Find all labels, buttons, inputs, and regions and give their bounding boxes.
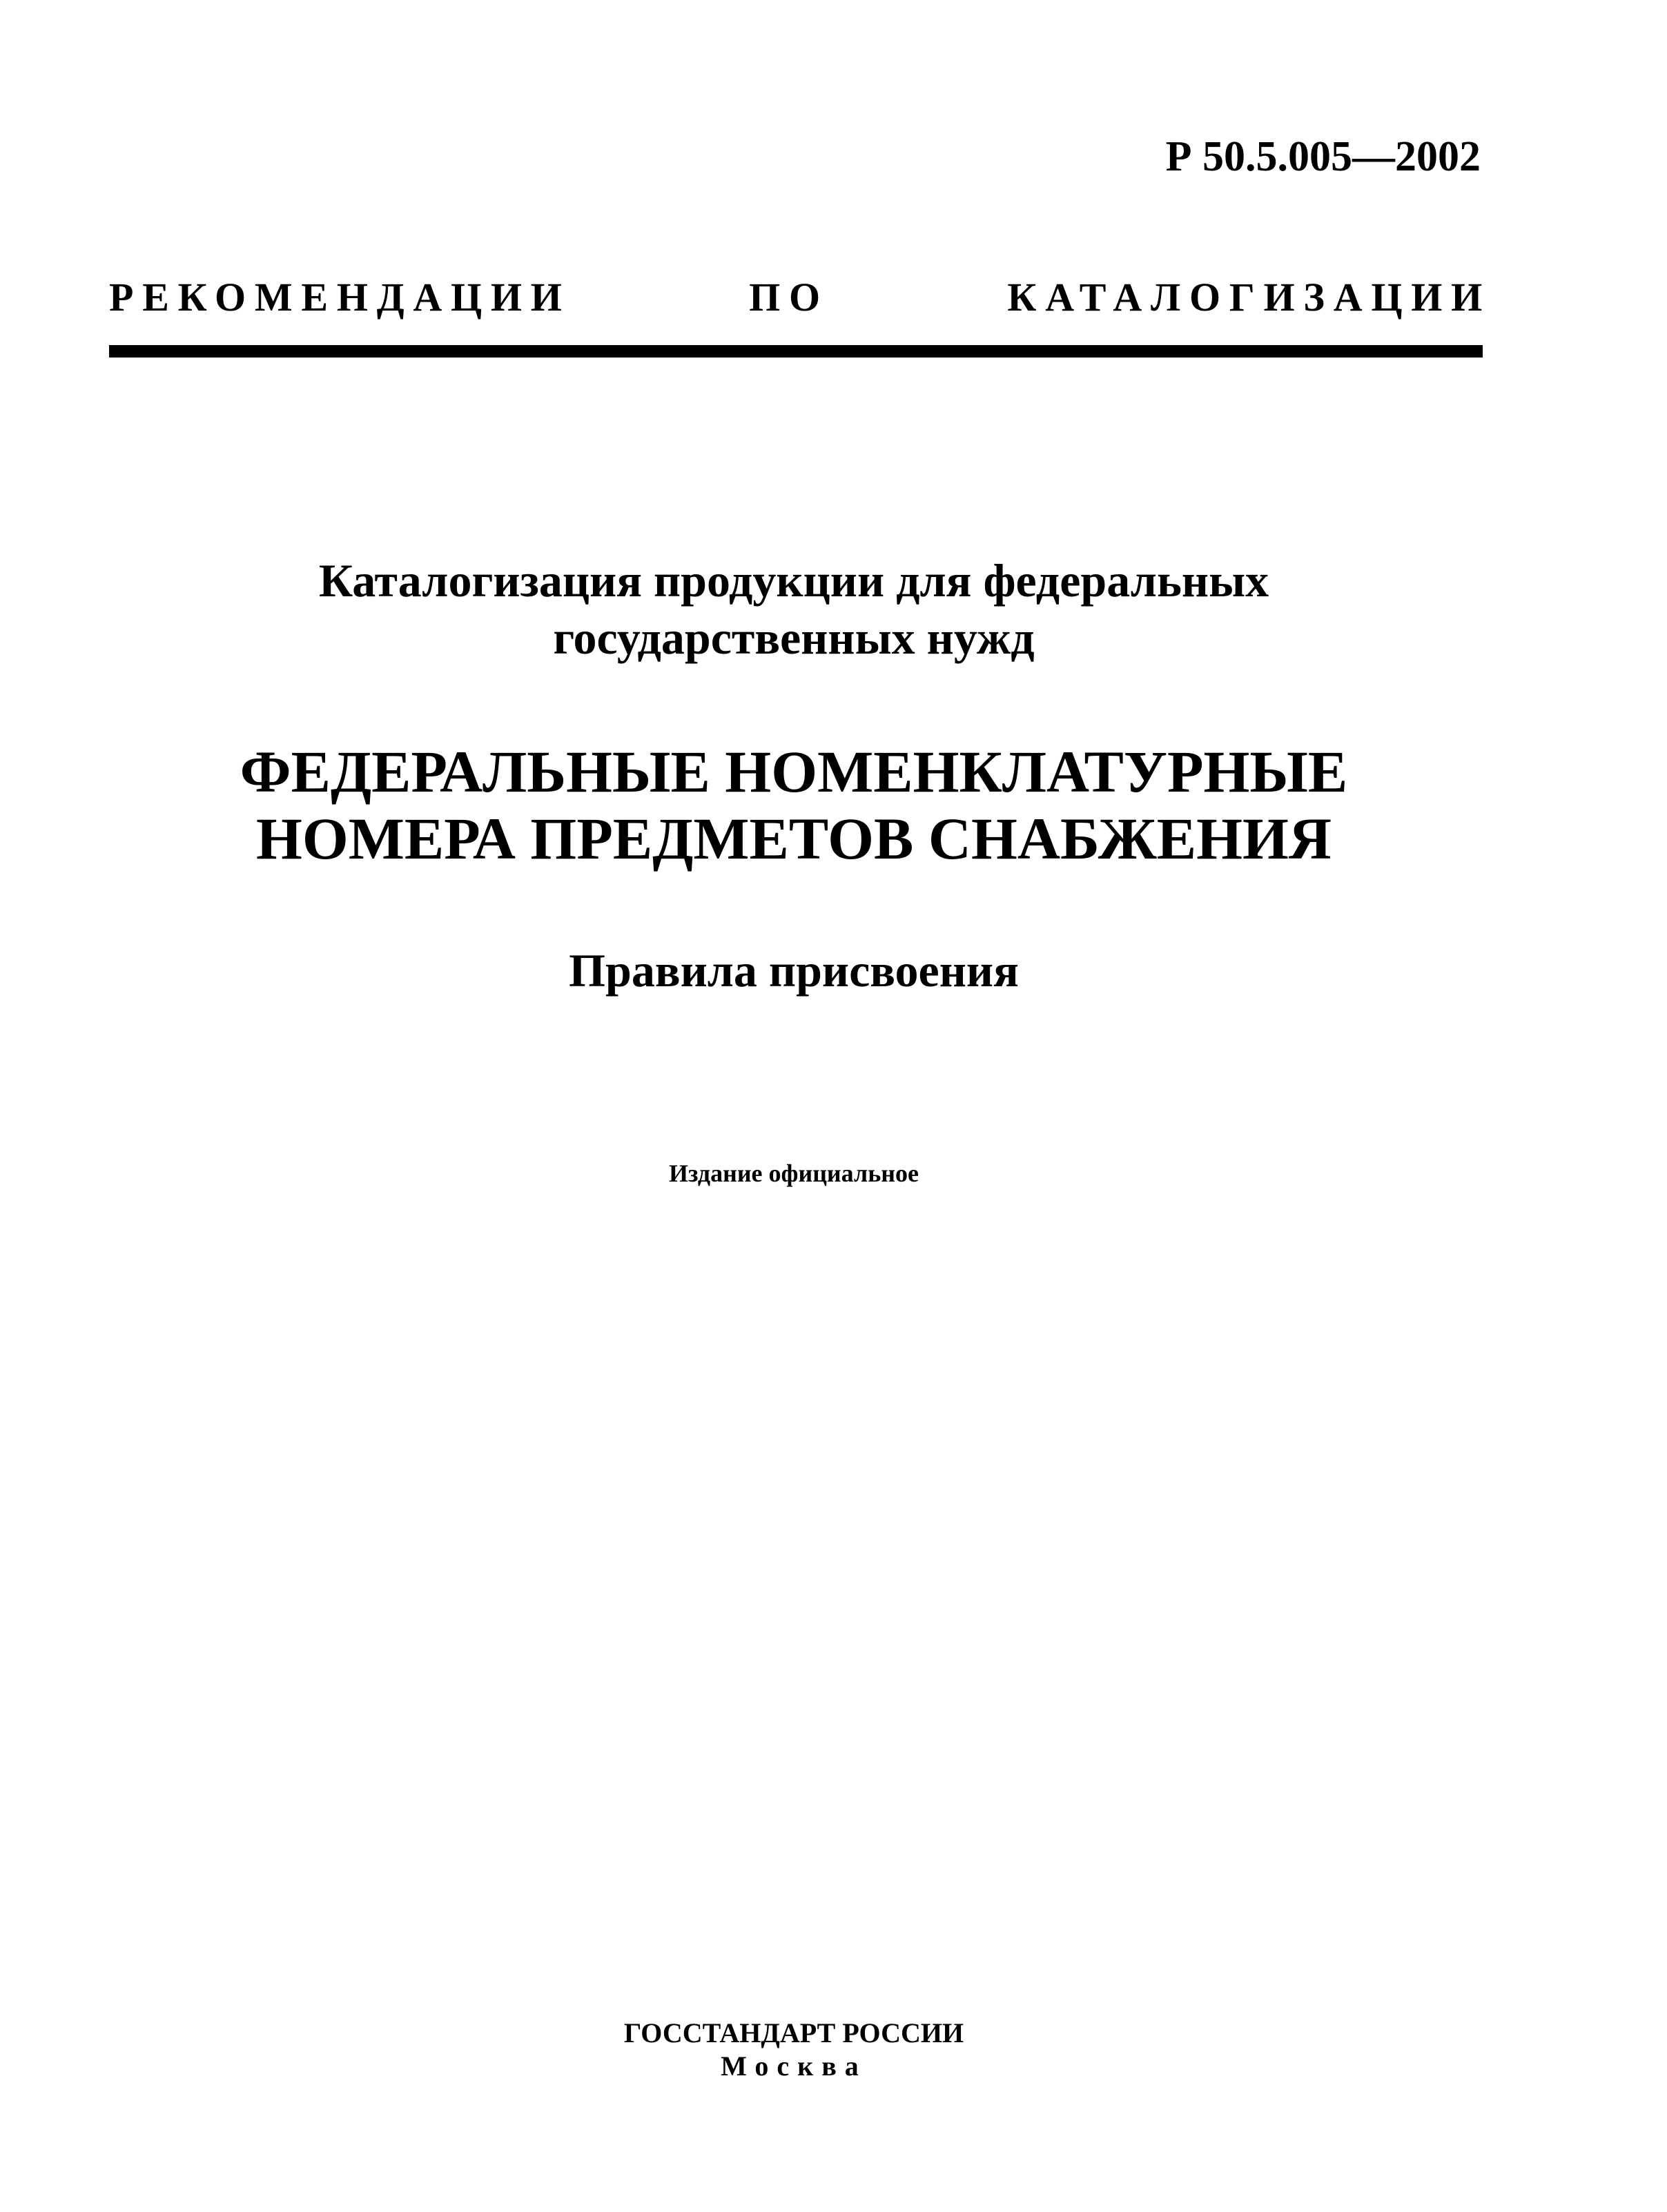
publisher-block: [0, 2017, 1588, 2083]
main-title-line-2: НОМЕРА ПРЕДМЕТОВ СНАБЖЕНИЯ: [255, 805, 1332, 872]
main-title: [0, 738, 1588, 872]
category-heading: [0, 552, 1588, 667]
category-line-2: государственных нужд: [553, 611, 1035, 664]
publisher-name: ГОССТАНДАРТ РОССИИ: [623, 2017, 964, 2048]
subtitle: Правила присвоения: [569, 944, 1019, 997]
header-rule: [109, 345, 1483, 358]
document-number: Р 50.5.005—2002: [1165, 133, 1481, 180]
publisher-city: Москва: [721, 2050, 867, 2082]
edition-label: Издание официальное: [669, 1159, 919, 1187]
main-title-line-1: ФЕДЕРАЛЬНЫЕ НОМЕНКЛАТУРНЫЕ: [240, 738, 1348, 805]
category-line-1: Каталогизация продукции для федеральных: [318, 554, 1269, 607]
series-title: РЕКОМЕНДАЦИИ ПО КАТАЛОГИЗАЦИИ: [109, 275, 1491, 320]
